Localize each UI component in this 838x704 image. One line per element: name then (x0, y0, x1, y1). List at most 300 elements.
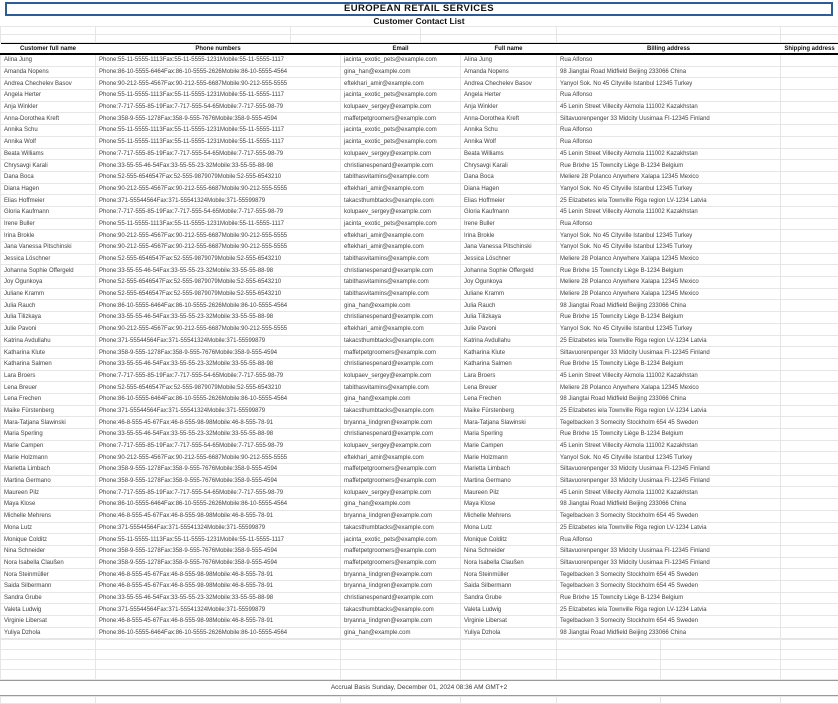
cell-shipping[interactable] (781, 475, 838, 487)
cell-email[interactable]: kolupaev_sergey@example.com (341, 440, 461, 452)
cell-full-name[interactable]: Marie Holzmann (461, 452, 557, 464)
cell-phone[interactable]: Phone:7-717-555-85-19Fax:7-717-555-54-65Mobile:7-717-555-98-79 (96, 148, 341, 160)
cell-email[interactable]: jacinta_exotic_pets@example.com (341, 218, 461, 230)
cell-phone[interactable]: Phone:86-10-5555-6464Fax:86-10-5555-2626Mobile:86-10-5555-4564 (96, 627, 341, 639)
cell-shipping[interactable] (781, 557, 838, 569)
table-row[interactable] (1, 393, 838, 405)
cell-email[interactable]: jacinta_exotic_pets@example.com (341, 125, 461, 137)
cell-billing[interactable]: Yanyol Sok. No 45 Cityville Istanbul 12345 Turkey (557, 452, 781, 464)
cell-shipping[interactable] (781, 417, 838, 429)
cell-name[interactable]: Angela Herter (1, 90, 96, 102)
cell-phone[interactable]: Phone:7-717-555-85-19Fax:7-717-555-54-65Mobile:7-717-555-98-79 (96, 487, 341, 499)
cell-name[interactable]: Martina Germano (1, 475, 96, 487)
cell-full-name[interactable]: Diana Hagen (461, 183, 557, 195)
table-row[interactable] (1, 382, 838, 394)
cell-name[interactable]: Maria Sperling (1, 429, 96, 441)
cell-phone[interactable]: Phone:33-55-55-46-54Fax:33-55-55-23-32Mobile:33-55-55-88-98 (96, 312, 341, 324)
cell-shipping[interactable] (781, 405, 838, 417)
cell-shipping[interactable] (781, 452, 838, 464)
cell-name[interactable]: Dana Boca (1, 171, 96, 183)
cell-billing[interactable]: Siltavuorenpenger 33 Midcity Uusimaa FI-12345 Finland (557, 545, 781, 557)
cell-billing[interactable]: 45 Lenin Street Villecity Akmola 111002 Kazakhstan (557, 487, 781, 499)
cell-phone[interactable]: Phone:86-10-5555-6464Fax:86-10-5555-2626Mobile:86-10-5555-4564 (96, 66, 341, 78)
table-row[interactable] (1, 288, 838, 300)
cell-shipping[interactable] (781, 499, 838, 511)
cell-shipping[interactable] (781, 592, 838, 604)
cell-name[interactable]: Marie Holzmann (1, 452, 96, 464)
table-row[interactable] (1, 66, 838, 78)
table-row[interactable] (1, 265, 838, 277)
cell-name[interactable]: Katharina Salmen (1, 358, 96, 370)
cell-shipping[interactable] (781, 347, 838, 359)
cell-full-name[interactable]: Annika Schu (461, 125, 557, 137)
table-row[interactable] (1, 499, 838, 511)
cell-name[interactable]: Saida Silbermann (1, 580, 96, 592)
table-row[interactable] (1, 545, 838, 557)
cell-shipping[interactable] (781, 113, 838, 125)
cell-shipping[interactable] (781, 358, 838, 370)
cell-shipping[interactable] (781, 616, 838, 628)
table-row[interactable] (1, 522, 838, 534)
cell-full-name[interactable]: Juliane Kramm (461, 288, 557, 300)
cell-shipping[interactable] (781, 323, 838, 335)
cell-email[interactable]: kolupaev_sergey@example.com (341, 206, 461, 218)
cell-email[interactable]: maffetpetgroomers@example.com (341, 113, 461, 125)
cell-full-name[interactable]: Maya Klose (461, 499, 557, 511)
cell-phone[interactable]: Phone:90-212-555-4567Fax:90-212-555-6687Mobile:90-212-555-5555 (96, 242, 341, 254)
cell-name[interactable]: Jessica Löschner (1, 253, 96, 265)
cell-phone[interactable]: Phone:33-55-55-46-54Fax:33-55-55-23-32Mobile:33-55-55-88-98 (96, 160, 341, 172)
cell-name[interactable]: Amanda Nopens (1, 66, 96, 78)
cell-email[interactable]: jacinta_exotic_pets@example.com (341, 54, 461, 66)
cell-email[interactable]: kolupaev_sergey@example.com (341, 487, 461, 499)
cell-full-name[interactable]: Maureen Pilz (461, 487, 557, 499)
cell-name[interactable]: Katrina Avdullahu (1, 335, 96, 347)
cell-billing[interactable]: Tegelbacken 3 Somecity Stockholm 654 45 Sweden (557, 569, 781, 581)
cell-billing[interactable]: Meliere 28 Polanco Anywhere Xalapa 12345 Mexico (557, 382, 781, 394)
cell-phone[interactable]: Phone:33-55-55-46-54Fax:33-55-55-23-32Mobile:33-55-55-88-98 (96, 358, 341, 370)
cell-email[interactable]: christianespenard@example.com (341, 160, 461, 172)
table-row[interactable] (1, 580, 838, 592)
cell-billing[interactable]: 45 Lenin Street Villecity Akmola 111002 Kazakhstan (557, 370, 781, 382)
table-row[interactable] (1, 136, 838, 148)
cell-shipping[interactable] (781, 206, 838, 218)
table-row[interactable] (1, 616, 838, 628)
cell-shipping[interactable] (781, 242, 838, 254)
cell-shipping[interactable] (781, 580, 838, 592)
table-row[interactable] (1, 557, 838, 569)
cell-shipping[interactable] (781, 393, 838, 405)
cell-shipping[interactable] (781, 183, 838, 195)
cell-email[interactable]: christianespenard@example.com (341, 592, 461, 604)
cell-shipping[interactable] (781, 253, 838, 265)
cell-shipping[interactable] (781, 312, 838, 324)
table-row[interactable] (1, 54, 838, 66)
table-row[interactable] (1, 534, 838, 546)
cell-email[interactable]: gina_han@example.com (341, 300, 461, 312)
cell-email[interactable]: gina_han@example.com (341, 66, 461, 78)
cell-email[interactable]: maffetpetgroomers@example.com (341, 464, 461, 476)
cell-full-name[interactable]: Amanda Nopens (461, 66, 557, 78)
cell-name[interactable]: Julia Rauch (1, 300, 96, 312)
cell-phone[interactable]: Phone:55-11-5555-1113Fax:55-11-5555-1231Mobile:55-11-5555-1117 (96, 90, 341, 102)
cell-shipping[interactable] (781, 148, 838, 160)
cell-shipping[interactable] (781, 277, 838, 289)
cell-full-name[interactable]: Julie Pavoni (461, 323, 557, 335)
cell-full-name[interactable]: Katrina Avdullahu (461, 335, 557, 347)
cell-billing[interactable]: 98 Jiangtai Road Midfield Beijing 233066 China (557, 393, 781, 405)
cell-email[interactable]: jacinta_exotic_pets@example.com (341, 90, 461, 102)
cell-name[interactable]: Johanna Sophie Offergeld (1, 265, 96, 277)
cell-shipping[interactable] (781, 195, 838, 207)
cell-email[interactable]: takacsthumbtacks@example.com (341, 335, 461, 347)
cell-billing[interactable]: Rue Brixhe 15 Towncity Liège B-1234 Belgium (557, 592, 781, 604)
cell-full-name[interactable]: Katharina Klute (461, 347, 557, 359)
cell-name[interactable]: Lena Frechen (1, 393, 96, 405)
cell-billing[interactable]: 45 Lenin Street Villecity Akmola 111002 Kazakhstan (557, 148, 781, 160)
cell-email[interactable]: bryanna_lindgren@example.com (341, 510, 461, 522)
cell-email[interactable]: bryanna_lindgren@example.com (341, 616, 461, 628)
cell-name[interactable]: Monique Colditz (1, 534, 96, 546)
cell-phone[interactable]: Phone:90-212-555-4567Fax:90-212-555-6687Mobile:90-212-555-5555 (96, 323, 341, 335)
cell-shipping[interactable] (781, 487, 838, 499)
cell-billing[interactable]: Rue Brixhe 15 Towncity Liège B-1234 Belgium (557, 160, 781, 172)
table-row[interactable] (1, 242, 838, 254)
cell-full-name[interactable]: Yuliya Dzhola (461, 627, 557, 639)
cell-phone[interactable]: Phone:33-55-55-46-54Fax:33-55-55-23-32Mobile:33-55-55-88-98 (96, 592, 341, 604)
cell-shipping[interactable] (781, 288, 838, 300)
cell-billing[interactable]: 98 Jiangtai Road Midfield Beijing 233066 China (557, 627, 781, 639)
table-row[interactable] (1, 510, 838, 522)
cell-email[interactable]: gina_han@example.com (341, 393, 461, 405)
table-row[interactable] (1, 417, 838, 429)
table-row[interactable] (1, 183, 838, 195)
cell-phone[interactable]: Phone:52-555-6546547Fax:52-555-9879079Mobile:52-555-6543210 (96, 382, 341, 394)
cell-phone[interactable]: Phone:90-212-555-4567Fax:90-212-555-6687Mobile:90-212-555-5555 (96, 78, 341, 90)
table-row[interactable] (1, 312, 838, 324)
cell-name[interactable]: Annika Schu (1, 125, 96, 137)
cell-shipping[interactable] (781, 335, 838, 347)
cell-name[interactable]: Alina Jung (1, 54, 96, 66)
cell-shipping[interactable] (781, 265, 838, 277)
cell-shipping[interactable] (781, 440, 838, 452)
table-row[interactable] (1, 440, 838, 452)
cell-billing[interactable]: 25 Elizabetes iela Townville Riga region LV-1234 Latvia (557, 604, 781, 616)
cell-full-name[interactable]: Saida Silbermann (461, 580, 557, 592)
table-row[interactable] (1, 592, 838, 604)
cell-phone[interactable]: Phone:46-8-555-45-67Fax:46-8-555-98-98Mobile:46-8-555-78-91 (96, 569, 341, 581)
cell-full-name[interactable]: Annika Wolf (461, 136, 557, 148)
cell-full-name[interactable]: Dana Boca (461, 171, 557, 183)
cell-email[interactable]: maffetpetgroomers@example.com (341, 347, 461, 359)
cell-full-name[interactable]: Virginie Libersat (461, 616, 557, 628)
cell-email[interactable]: jacinta_exotic_pets@example.com (341, 136, 461, 148)
cell-phone[interactable]: Phone:7-717-555-85-19Fax:7-717-555-54-65Mobile:7-717-555-98-79 (96, 370, 341, 382)
cell-email[interactable]: christianespenard@example.com (341, 265, 461, 277)
cell-billing[interactable]: Siltavuorenpenger 33 Midcity Uusimaa FI-12345 Finland (557, 464, 781, 476)
cell-full-name[interactable]: Lena Breuer (461, 382, 557, 394)
cell-full-name[interactable]: Michelle Mehrens (461, 510, 557, 522)
cell-phone[interactable]: Phone:46-8-555-45-67Fax:46-8-555-98-98Mobile:46-8-555-78-91 (96, 510, 341, 522)
cell-billing[interactable]: Meliere 28 Polanco Anywhere Xalapa 12345 Mexico (557, 288, 781, 300)
table-row[interactable] (1, 300, 838, 312)
cell-full-name[interactable]: Joy Ogunkoya (461, 277, 557, 289)
cell-billing[interactable]: 45 Lenin Street Villecity Akmola 111002 Kazakhstan (557, 206, 781, 218)
table-row[interactable] (1, 78, 838, 90)
cell-full-name[interactable]: Jana Vanessa Pitschinski (461, 242, 557, 254)
cell-billing[interactable]: Rua Alfonso (557, 125, 781, 137)
cell-name[interactable]: Marie Campen (1, 440, 96, 452)
cell-shipping[interactable] (781, 522, 838, 534)
cell-shipping[interactable] (781, 429, 838, 441)
cell-phone[interactable]: Phone:46-8-555-45-67Fax:46-8-555-98-98Mobile:46-8-555-78-91 (96, 417, 341, 429)
cell-billing[interactable]: Rue Brixhe 15 Towncity Liège B-1234 Belgium (557, 429, 781, 441)
cell-email[interactable]: maffetpetgroomers@example.com (341, 557, 461, 569)
cell-name[interactable]: Valeta Ludwig (1, 604, 96, 616)
cell-email[interactable]: takacsthumbtacks@example.com (341, 522, 461, 534)
cell-full-name[interactable]: Jessica Löschner (461, 253, 557, 265)
cell-full-name[interactable]: Julia Rauch (461, 300, 557, 312)
cell-billing[interactable]: Rue Brixhe 15 Towncity Liège B-1234 Belgium (557, 312, 781, 324)
cell-phone[interactable]: Phone:90-212-555-4567Fax:90-212-555-6687Mobile:90-212-555-5555 (96, 452, 341, 464)
cell-billing[interactable]: 98 Jiangtai Road Midfield Beijing 233066 China (557, 66, 781, 78)
cell-name[interactable]: Marietta Limbach (1, 464, 96, 476)
cell-name[interactable]: Maya Klose (1, 499, 96, 511)
cell-shipping[interactable] (781, 218, 838, 230)
cell-email[interactable]: tabithasvitamins@example.com (341, 171, 461, 183)
cell-billing[interactable]: 45 Lenin Street Villecity Akmola 111002 Kazakhstan (557, 440, 781, 452)
cell-name[interactable]: Julia Tilizkaya (1, 312, 96, 324)
cell-email[interactable]: jacinta_exotic_pets@example.com (341, 534, 461, 546)
cell-name[interactable]: Nina Schneider (1, 545, 96, 557)
cell-phone[interactable]: Phone:55-11-5555-1113Fax:55-11-5555-1231Mobile:55-11-5555-1117 (96, 125, 341, 137)
table-row[interactable] (1, 230, 838, 242)
cell-full-name[interactable]: Marietta Limbach (461, 464, 557, 476)
cell-shipping[interactable] (781, 464, 838, 476)
table-row[interactable] (1, 347, 838, 359)
cell-full-name[interactable]: Valeta Ludwig (461, 604, 557, 616)
cell-email[interactable]: takacsthumbtacks@example.com (341, 405, 461, 417)
cell-name[interactable]: Nora Isabella Claußen (1, 557, 96, 569)
cell-billing[interactable]: Tegelbacken 3 Somecity Stockholm 654 45 Sweden (557, 510, 781, 522)
cell-phone[interactable]: Phone:52-555-6546547Fax:52-555-9879079Mobile:52-555-6543210 (96, 277, 341, 289)
table-row[interactable] (1, 452, 838, 464)
table-row[interactable] (1, 569, 838, 581)
table-row[interactable] (1, 429, 838, 441)
cell-billing[interactable]: Tegelbacken 3 Somecity Stockholm 654 45 Sweden (557, 616, 781, 628)
cell-billing[interactable]: Tegelbacken 3 Somecity Stockholm 654 45 Sweden (557, 580, 781, 592)
cell-billing[interactable]: Rua Alfonso (557, 534, 781, 546)
cell-shipping[interactable] (781, 125, 838, 137)
cell-email[interactable]: tabithasvitamins@example.com (341, 288, 461, 300)
table-row[interactable] (1, 90, 838, 102)
cell-shipping[interactable] (781, 534, 838, 546)
cell-name[interactable]: Juliane Kramm (1, 288, 96, 300)
cell-shipping[interactable] (781, 604, 838, 616)
cell-full-name[interactable]: Alina Jung (461, 54, 557, 66)
cell-shipping[interactable] (781, 90, 838, 102)
cell-full-name[interactable]: Martina Germano (461, 475, 557, 487)
cell-email[interactable]: christianespenard@example.com (341, 358, 461, 370)
cell-full-name[interactable]: Elias Hoffmeier (461, 195, 557, 207)
cell-full-name[interactable]: Sandra Grube (461, 592, 557, 604)
cell-full-name[interactable]: Mona Lutz (461, 522, 557, 534)
cell-billing[interactable]: 25 Elizabetes iela Townville Riga region LV-1234 Latvia (557, 335, 781, 347)
cell-full-name[interactable]: Irina Brokle (461, 230, 557, 242)
cell-full-name[interactable]: Lena Frechen (461, 393, 557, 405)
cell-name[interactable]: Mona Lutz (1, 522, 96, 534)
cell-full-name[interactable]: Angela Herter (461, 90, 557, 102)
cell-phone[interactable]: Phone:358-9-555-1278Fax:358-9-555-7676Mobile:358-9-555-4594 (96, 545, 341, 557)
cell-shipping[interactable] (781, 101, 838, 113)
cell-email[interactable]: eftekhari_amir@example.com (341, 323, 461, 335)
cell-email[interactable]: eftekhari_amir@example.com (341, 78, 461, 90)
cell-billing[interactable]: Siltavuorenpenger 33 Midcity Uusimaa FI-12345 Finland (557, 347, 781, 359)
table-row[interactable] (1, 160, 838, 172)
table-row[interactable] (1, 487, 838, 499)
cell-full-name[interactable]: Maria Sperling (461, 429, 557, 441)
cell-full-name[interactable]: Maike Fürstenberg (461, 405, 557, 417)
cell-billing[interactable]: 98 Jiangtai Road Midfield Beijing 233066 China (557, 499, 781, 511)
cell-email[interactable]: tabithasvitamins@example.com (341, 382, 461, 394)
table-row[interactable] (1, 195, 838, 207)
cell-shipping[interactable] (781, 171, 838, 183)
cell-name[interactable]: Irene Buller (1, 218, 96, 230)
cell-billing[interactable]: Rua Alfonso (557, 136, 781, 148)
cell-billing[interactable]: 45 Lenin Street Villecity Akmola 111002 Kazakhstan (557, 101, 781, 113)
cell-phone[interactable]: Phone:52-555-6546547Fax:52-555-9879079Mobile:52-555-6543210 (96, 171, 341, 183)
cell-billing[interactable]: Yanyol Sok. No 45 Cityville Istanbul 12345 Turkey (557, 242, 781, 254)
cell-shipping[interactable] (781, 230, 838, 242)
cell-email[interactable]: tabithasvitamins@example.com (341, 277, 461, 289)
table-row[interactable] (1, 405, 838, 417)
cell-billing[interactable]: 98 Jiangtai Road Midfield Beijing 233066 China (557, 300, 781, 312)
cell-name[interactable]: Sandra Grube (1, 592, 96, 604)
cell-shipping[interactable] (781, 370, 838, 382)
table-row[interactable] (1, 464, 838, 476)
cell-billing[interactable]: Tegelbacken 3 Somecity Stockholm 654 45 Sweden (557, 417, 781, 429)
cell-phone[interactable]: Phone:358-9-555-1278Fax:358-9-555-7676Mobile:358-9-555-4594 (96, 464, 341, 476)
cell-email[interactable]: takacsthumbtacks@example.com (341, 195, 461, 207)
cell-email[interactable]: gina_han@example.com (341, 499, 461, 511)
cell-email[interactable]: takacsthumbtacks@example.com (341, 604, 461, 616)
cell-full-name[interactable]: Johanna Sophie Offergeld (461, 265, 557, 277)
cell-name[interactable]: Irina Brokle (1, 230, 96, 242)
cell-billing[interactable]: Meliere 28 Polanco Anywhere Xalapa 12345 Mexico (557, 171, 781, 183)
cell-phone[interactable]: Phone:371-55544564Fax:371-55541324Mobile:371-55599879 (96, 604, 341, 616)
table-row[interactable] (1, 101, 838, 113)
cell-shipping[interactable] (781, 54, 838, 66)
cell-name[interactable]: Maike Fürstenberg (1, 405, 96, 417)
cell-billing[interactable]: Rue Brixhe 15 Towncity Liège B-1234 Belgium (557, 358, 781, 370)
cell-email[interactable]: gina_han@example.com (341, 627, 461, 639)
cell-name[interactable]: Anna-Dorothea Kreft (1, 113, 96, 125)
cell-email[interactable]: maffetpetgroomers@example.com (341, 545, 461, 557)
cell-phone[interactable]: Phone:90-212-555-4567Fax:90-212-555-6687Mobile:90-212-555-5555 (96, 230, 341, 242)
table-row[interactable] (1, 604, 838, 616)
cell-email[interactable]: maffetpetgroomers@example.com (341, 475, 461, 487)
cell-name[interactable]: Katharina Klute (1, 347, 96, 359)
cell-billing[interactable]: 25 Elizabetes iela Townville Riga region LV-1234 Latvia (557, 195, 781, 207)
cell-email[interactable]: eftekhari_amir@example.com (341, 242, 461, 254)
cell-billing[interactable]: Siltavuorenpenger 33 Midcity Uusimaa FI-12345 Finland (557, 113, 781, 125)
table-row[interactable] (1, 323, 838, 335)
table-row[interactable] (1, 125, 838, 137)
cell-email[interactable]: eftekhari_amir@example.com (341, 183, 461, 195)
cell-phone[interactable]: Phone:358-9-555-1278Fax:358-9-555-7676Mobile:358-9-555-4594 (96, 475, 341, 487)
cell-phone[interactable]: Phone:358-9-555-1278Fax:358-9-555-7676Mobile:358-9-555-4594 (96, 113, 341, 125)
cell-name[interactable]: Maureen Pilz (1, 487, 96, 499)
cell-phone[interactable]: Phone:371-55544564Fax:371-55541324Mobile:371-55599879 (96, 335, 341, 347)
cell-phone[interactable]: Phone:86-10-5555-6464Fax:86-10-5555-2626Mobile:86-10-5555-4564 (96, 393, 341, 405)
cell-phone[interactable]: Phone:55-11-5555-1113Fax:55-11-5555-1231Mobile:55-11-5555-1117 (96, 534, 341, 546)
cell-billing[interactable]: 25 Elizabetes iela Townville Riga region LV-1234 Latvia (557, 405, 781, 417)
cell-phone[interactable]: Phone:46-8-555-45-67Fax:46-8-555-98-98Mobile:46-8-555-78-91 (96, 580, 341, 592)
cell-name[interactable]: Nora Steinmüller (1, 569, 96, 581)
cell-name[interactable]: Elias Hoffmeier (1, 195, 96, 207)
cell-name[interactable]: Lara Broers (1, 370, 96, 382)
cell-phone[interactable]: Phone:33-55-55-46-54Fax:33-55-55-23-32Mobile:33-55-55-88-98 (96, 265, 341, 277)
table-row[interactable] (1, 171, 838, 183)
cell-shipping[interactable] (781, 300, 838, 312)
cell-email[interactable]: kolupaev_sergey@example.com (341, 101, 461, 113)
table-row[interactable] (1, 370, 838, 382)
cell-shipping[interactable] (781, 569, 838, 581)
cell-full-name[interactable]: Marie Campen (461, 440, 557, 452)
cell-billing[interactable]: Rue Brixhe 15 Towncity Liège B-1234 Belgium (557, 265, 781, 277)
cell-phone[interactable]: Phone:86-10-5555-6464Fax:86-10-5555-2626Mobile:86-10-5555-4564 (96, 300, 341, 312)
cell-full-name[interactable]: Monique Colditz (461, 534, 557, 546)
cell-phone[interactable]: Phone:86-10-5555-6464Fax:86-10-5555-2626Mobile:86-10-5555-4564 (96, 499, 341, 511)
cell-billing[interactable]: Yanyol Sok. No 45 Cityville Istanbul 12345 Turkey (557, 78, 781, 90)
table-row[interactable] (1, 475, 838, 487)
cell-full-name[interactable]: Anja Winkler (461, 101, 557, 113)
cell-full-name[interactable]: Nora Steinmüller (461, 569, 557, 581)
cell-phone[interactable]: Phone:358-9-555-1278Fax:358-9-555-7676Mobile:358-9-555-4594 (96, 557, 341, 569)
cell-full-name[interactable]: Beata Williams (461, 148, 557, 160)
cell-shipping[interactable] (781, 627, 838, 639)
cell-name[interactable]: Lena Breuer (1, 382, 96, 394)
cell-phone[interactable]: Phone:90-212-555-4567Fax:90-212-555-6687Mobile:90-212-555-5555 (96, 183, 341, 195)
cell-shipping[interactable] (781, 136, 838, 148)
cell-billing[interactable]: Yanyol Sok. No 45 Cityville Istanbul 12345 Turkey (557, 183, 781, 195)
cell-phone[interactable]: Phone:358-9-555-1278Fax:358-9-555-7676Mobile:358-9-555-4594 (96, 347, 341, 359)
cell-full-name[interactable]: Andrea Chechelev Basov (461, 78, 557, 90)
cell-email[interactable]: tabithasvitamins@example.com (341, 253, 461, 265)
cell-name[interactable]: Andrea Chechelev Basov (1, 78, 96, 90)
cell-name[interactable]: Diana Hagen (1, 183, 96, 195)
cell-phone[interactable]: Phone:371-55544564Fax:371-55541324Mobile:371-55599879 (96, 522, 341, 534)
table-row[interactable] (1, 335, 838, 347)
cell-email[interactable]: bryanna_lindgren@example.com (341, 569, 461, 581)
cell-phone[interactable]: Phone:52-555-6546547Fax:52-555-9879079Mobile:52-555-6543210 (96, 288, 341, 300)
table-row[interactable] (1, 148, 838, 160)
cell-full-name[interactable]: Katharina Salmen (461, 358, 557, 370)
cell-billing[interactable]: Siltavuorenpenger 33 Midcity Uusimaa FI-12345 Finland (557, 557, 781, 569)
cell-phone[interactable]: Phone:7-717-555-85-19Fax:7-717-555-54-65Mobile:7-717-555-98-79 (96, 440, 341, 452)
cell-billing[interactable]: Meliere 28 Polanco Anywhere Xalapa 12345 Mexico (557, 253, 781, 265)
cell-shipping[interactable] (781, 510, 838, 522)
cell-phone[interactable]: Phone:46-8-555-45-67Fax:46-8-555-98-98Mobile:46-8-555-78-91 (96, 616, 341, 628)
cell-name[interactable]: Michelle Mehrens (1, 510, 96, 522)
cell-name[interactable]: Annika Wolf (1, 136, 96, 148)
cell-phone[interactable]: Phone:7-717-555-85-19Fax:7-717-555-54-65Mobile:7-717-555-98-79 (96, 206, 341, 218)
cell-full-name[interactable]: Julia Tilizkaya (461, 312, 557, 324)
cell-phone[interactable]: Phone:33-55-55-46-54Fax:33-55-55-23-32Mobile:33-55-55-88-98 (96, 429, 341, 441)
table-row[interactable] (1, 253, 838, 265)
cell-phone[interactable]: Phone:52-555-6546547Fax:52-555-9879079Mobile:52-555-6543210 (96, 253, 341, 265)
cell-name[interactable]: Jana Vanessa Pitschinski (1, 242, 96, 254)
